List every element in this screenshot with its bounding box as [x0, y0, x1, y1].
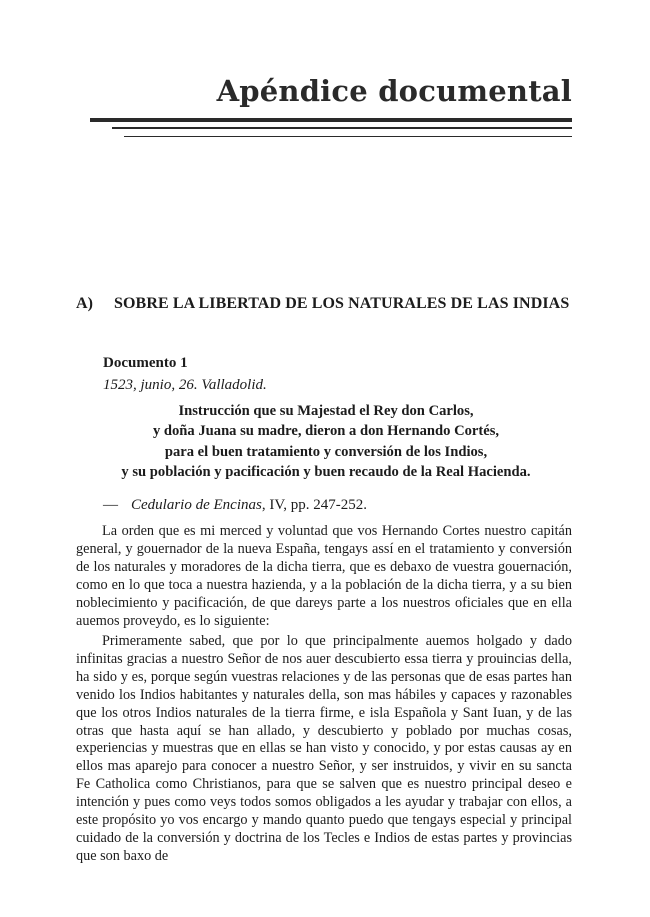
document-title-line: y su población y pacificación y buen recaudo de la Real Hacienda. — [121, 463, 531, 480]
document-title — [76, 401, 576, 482]
header-rule-medium — [112, 127, 572, 129]
document-title-line: Instrucción que su Majestad el Rey don Carlos, — [178, 403, 474, 419]
header-rule-thick — [90, 118, 572, 122]
document-date-place: 1523, junio, 26. Valladolid. — [103, 377, 267, 393]
section-heading — [76, 295, 576, 313]
document-title-line: para el buen tratamiento y conversión de los Indios, — [164, 443, 488, 460]
body-paragraph: La orden que es mi merced y voluntad que vos Hernando Cortes nuestro capitán general, y gouernador de la nueva España, tengays assí en el tratamiento y conversión de los naturales y moradores de la dicha tierra, que es debaxo de vuestra gouernación, como en lo que toca a nuestra hazienda, y a la población de la dicha tierra, y a su bien noblecimiento y pacificación, de que dareys parte a los nuestros oficiales que en ella auemos proveydo, es lo siguiente: — [76, 523, 572, 629]
source-dash: — — [103, 497, 118, 513]
source-book: Cedulario de Encinas — [131, 497, 262, 513]
header-rule-thin — [124, 136, 572, 137]
source-reference: , IV, pp. 247-252. — [261, 497, 367, 513]
section-title: SOBRE LA LIBERTAD DE LOS NATURALES DE LAS INDIAS — [114, 295, 570, 312]
chapter-title: Apéndice documental — [216, 74, 572, 108]
document-title-line: y doña Juana su madre, dieron a don Hernando Cortés, — [152, 423, 500, 440]
document-source — [103, 497, 367, 514]
body-paragraph: Primeramente sabed, que por lo que principalmente auemos holgado y dado infinitas gracias a nuestro Señor de nos auer descubierto essa tierra y prouincias della, ha sido y es, porque según vuestras relaciones y de las personas que de esas partes han venido los Indios habitantes y naturales della, son mas hábiles y capaces y razonables que los otros Indios naturales de la tierra firme, e isla Española y Sant Iuan, y de las otras que hasta aquí se han allado, y descubierto y poblado por muchas cosas, experiencias y muestras que en ellas se han visto y conocido, y por estas causas ay en ellos mas aparejo para conocer a nuestro Señor, y ser instruidos, y vivir en su sancta Fe Catholica como Christianos, para que se salven que es nuestro principal deseo e intención y pues como veys todos somos obligados a les ayudar y trabajar con ellos, a este propósito yo vos encargo y mando quanto puedo que tengays especial y principal cuidado de la conversión y doctrina de los Tecles e Indios de estas partes y provincias que son baxo de — [76, 633, 572, 864]
section-number: A) — [76, 295, 94, 312]
document-number: Documento 1 — [103, 355, 188, 371]
